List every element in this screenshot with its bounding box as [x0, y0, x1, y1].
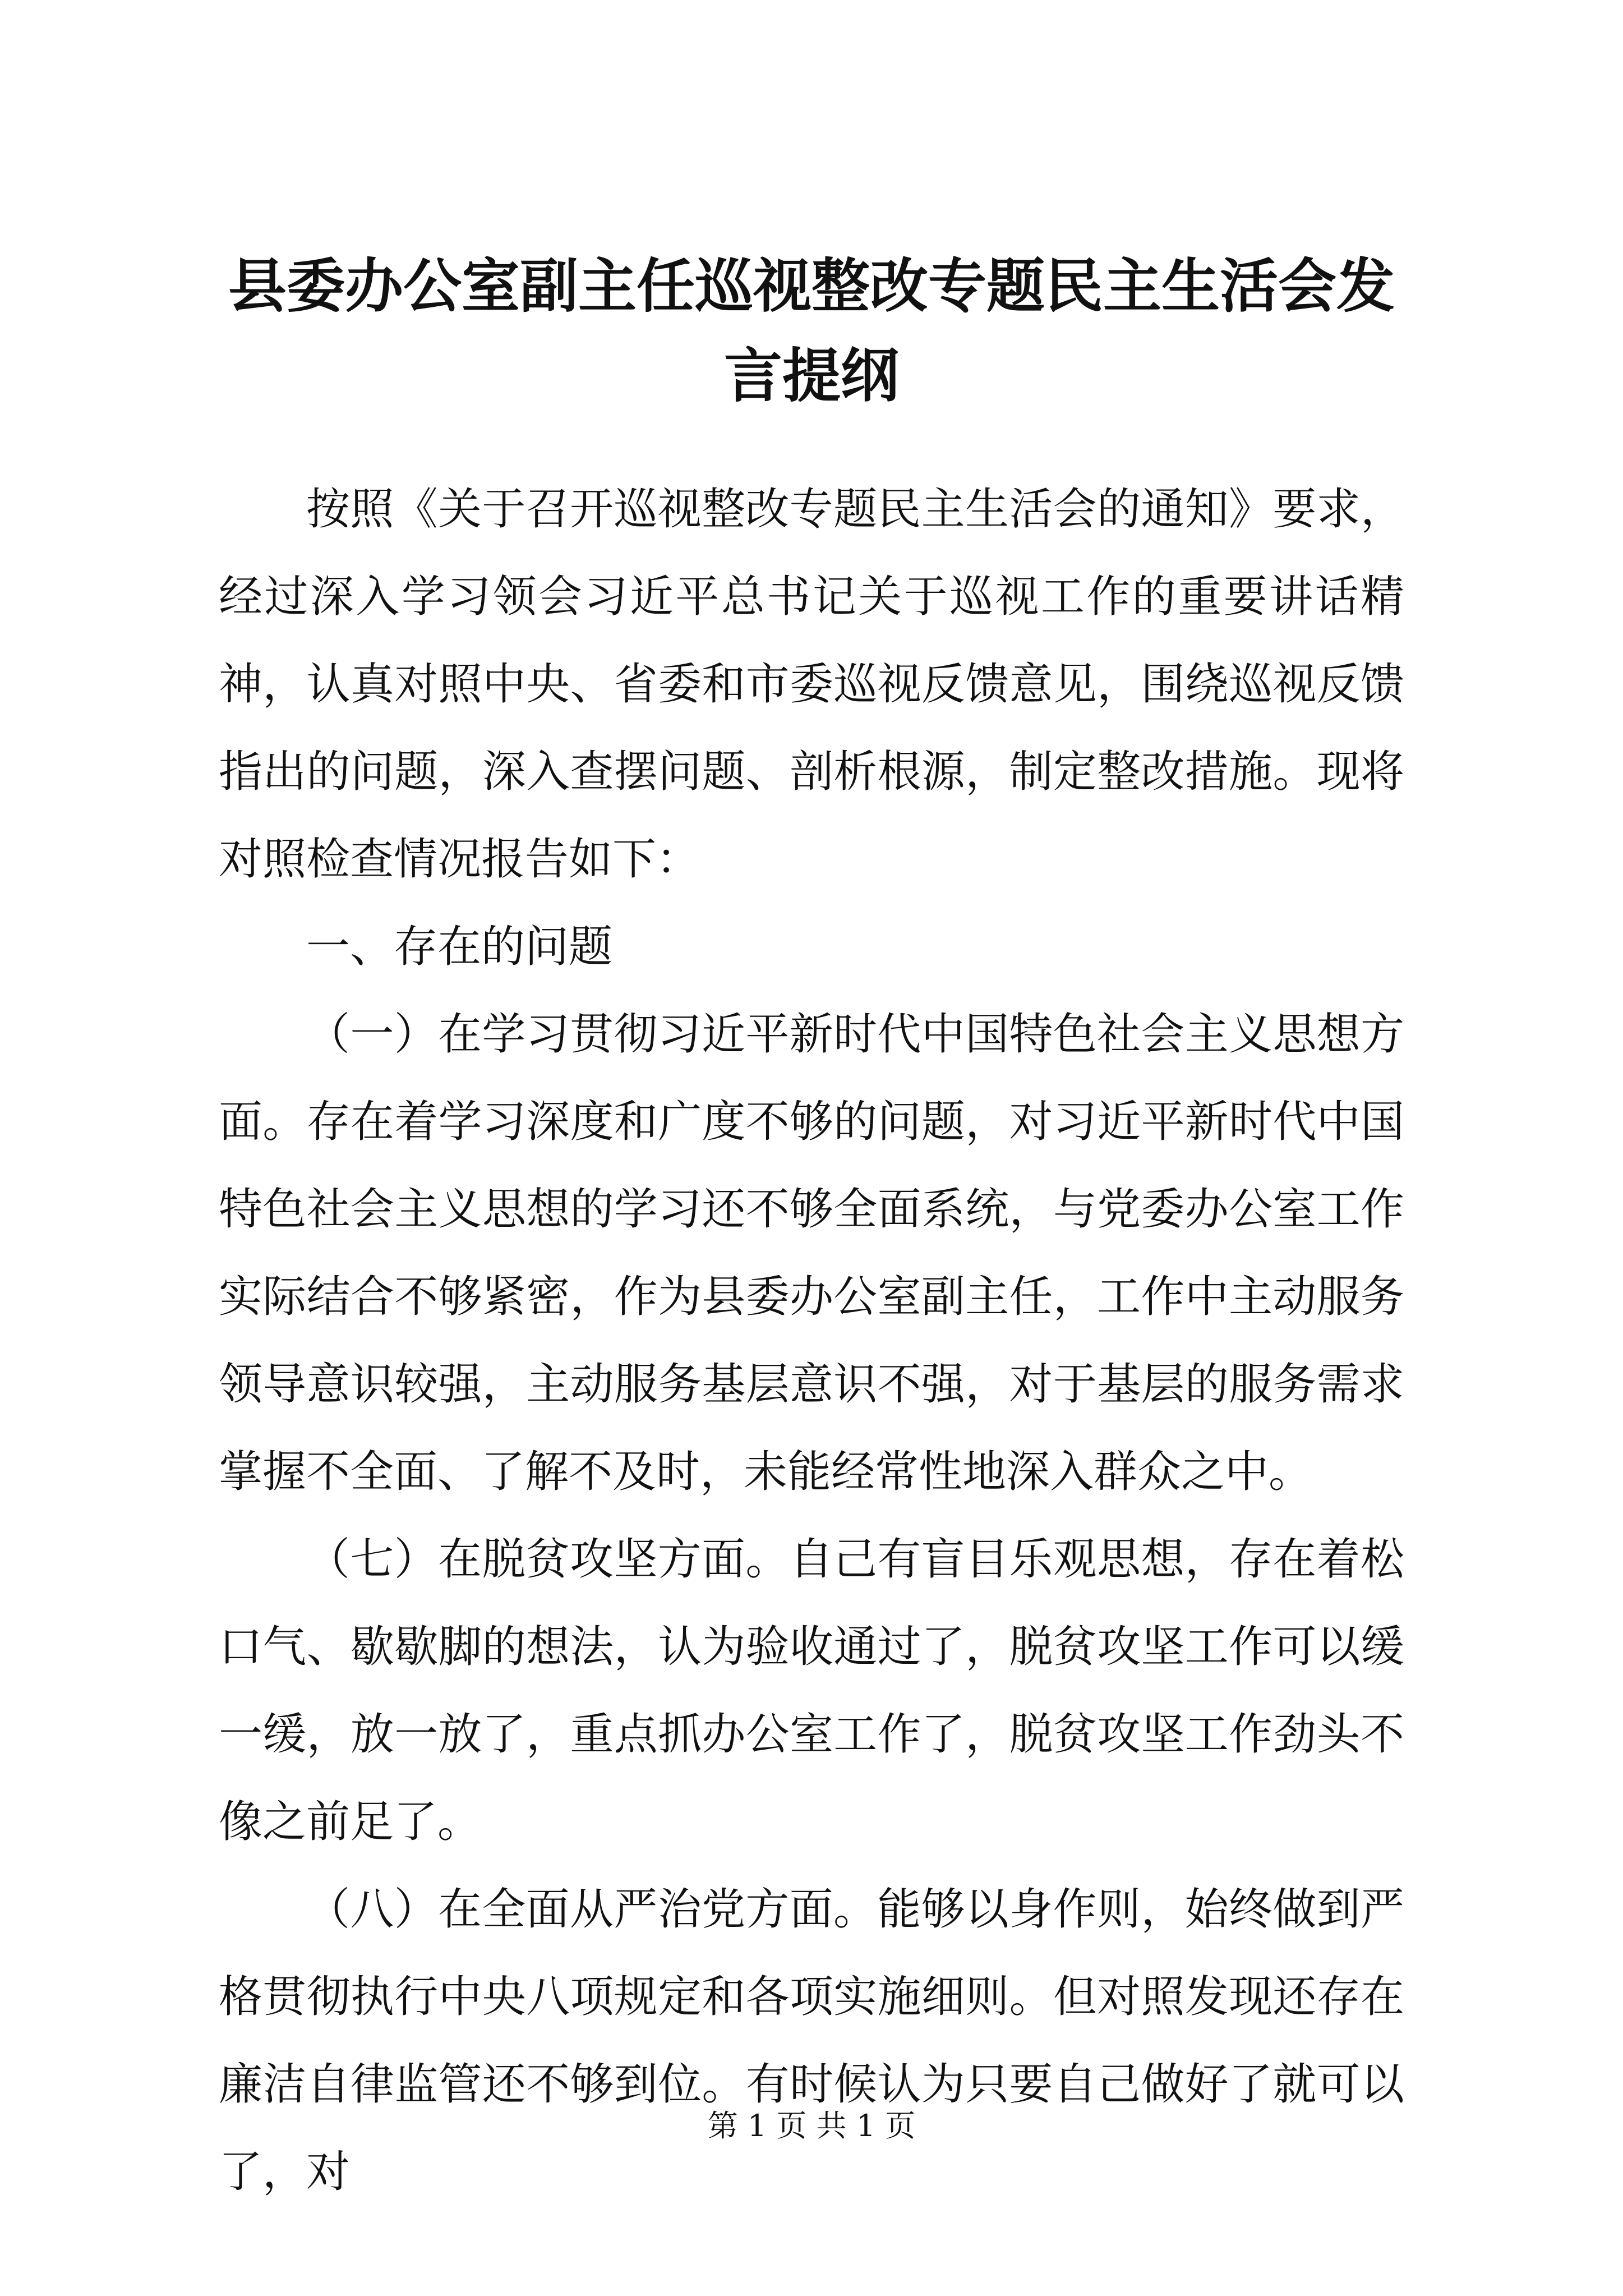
document-title: 县委办公室副主任巡视整改专题民主生活会发言提纲 — [228, 251, 1395, 410]
page-footer: 第 1 页 共 1 页 — [707, 2108, 916, 2143]
intro-paragraph: 按照《关于召开巡视整改专题民主生活会的通知》要求，经过深入学习领会习近平总书记关于巡视工作的重要讲话精神，认真对照中央、省委和市委巡视反馈意见，围绕巡视反馈指出的问题，深入查摆问题、剖析根源，制定整改措施。现将对照检查情况报告如下： — [219, 484, 1404, 885]
paragraph-item-7: （七）在脱贫攻坚方面。自己有盲目乐观思想，存在着松口气、歇歇脚的想法，认为验收通过了，脱贫攻坚工作可以缓一缓，放一放了，重点抓办公室工作了，脱贫攻坚工作劲头不像之前足了。 — [219, 1534, 1404, 1847]
document-body — [219, 466, 1404, 2216]
section-heading-problems: 一、存在的问题 — [306, 922, 613, 972]
paragraph-item-8: （八）在全面从严治党方面。能够以身作则，始终做到严格贯彻执行中央八项规定和各项实施细则。但对照发现还存在廉洁自律监管还不够到位。有时候认为只要自己做好了就可以了，对 — [219, 1884, 1404, 2197]
paragraph-item-1: （一）在学习贯彻习近平新时代中国特色社会主义思想方面。存在着学习深度和广度不够的问题，对习近平新时代中国特色社会主义思想的学习还不够全面系统，与党委办公室工作实际结合不够紧密，作为县委办公室副主任，工作中主动服务领导意识较强，主动服务基层意识不强，对于基层的服务需求掌握不全面、了解不及时，未能经常性地深入群众之中。 — [219, 1009, 1404, 1497]
